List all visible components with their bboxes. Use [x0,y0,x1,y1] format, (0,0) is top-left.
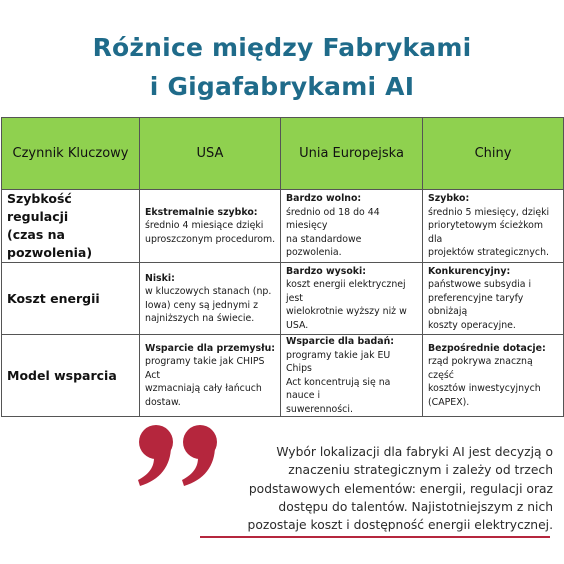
cell-usa-support [140,335,281,417]
cell-line: USA. [286,319,309,331]
title-line-2: i Gigafabrykami AI [149,72,415,101]
table-row-energy [2,263,564,335]
cell-line: najniższych na świecie. [145,313,255,324]
cell-china-support [423,335,564,417]
cell-line: na standardowe pozwolenia. [286,233,362,259]
title-line-1: Różnice między Fabrykami [92,33,472,62]
row-label-line: Model wsparcia [7,367,117,383]
table-row-regulation [2,190,564,263]
header-china: Chiny [423,118,564,190]
cell-eu-support [281,335,423,417]
cell-title: Bezpośrednie dotacje: [428,342,546,354]
cell-line: (CAPEX). [428,396,470,408]
cell-line: programy takie jak CHIPS Act [145,356,265,381]
row-label-regulation [2,190,140,263]
quote-line: znaczeniu strategicznym i zależy od trzech [288,463,553,478]
cell-line: wzmacniają cały łańcuch [145,383,262,395]
cell-title: Wsparcie dla przemysłu: [145,342,276,354]
cell-title: Bardzo wolno: [286,193,362,205]
cell-title: Ekstremalnie szybko: [145,206,258,218]
quote-line: podstawowych elementów: energii, regulacji oraz [248,481,553,496]
cell-line: suwerenności. [286,403,353,415]
cell-line: koszt energii elektrycznej jest [286,279,406,304]
quote-line: pozostaje koszt i dostępność energii elektrycznej. [247,518,553,533]
cell-usa-regulation [140,190,281,263]
comparison-table [1,117,564,417]
row-label-line: (czas na pozwolenia) [7,227,93,260]
cell-line: uproszczonym procedurom. [145,233,276,245]
cell-line: projektów strategicznych. [428,247,549,259]
cell-eu-regulation [281,190,423,263]
cell-title: Niski: [145,272,175,284]
row-label-line: Koszt energii [7,290,100,306]
cell-eu-energy [281,263,423,335]
cell-line: Act koncentrują się na nauce i [286,376,391,401]
header-factor: Czynnik Kluczowy [2,118,140,190]
quote-line: dostępu do talentów. Najistotniejszym z nich [278,499,553,514]
cell-line: programy takie jak EU Chips [286,349,391,374]
cell-line: koszty operacyjne. [428,319,516,331]
table-row-support [2,335,564,417]
cell-line: średnio od 18 do 44 miesięcy [286,206,380,232]
cell-title: Szybko: [428,193,470,205]
header-eu: Unia Europejska [281,118,423,190]
cell-line: kosztów inwestycyjnych [428,383,541,395]
header-usa: USA [140,118,281,190]
quotation-mark-icon [136,420,226,488]
cell-line: wielokrotnie wyższy niż w [286,306,407,318]
page-title [0,28,564,106]
cell-line: w kluczowych stanach (np. [145,286,272,297]
cell-line: średnio 4 miesiące dzięki [145,220,264,232]
cell-title: Bardzo wysoki: [286,265,366,277]
row-label-energy [2,263,140,335]
cell-line: rząd pokrywa znaczną część [428,356,533,381]
cell-line: priorytetowym ścieżkom dla [428,220,544,245]
cell-usa-energy [140,263,281,335]
cell-china-energy [423,263,564,335]
quote-text [229,443,553,534]
cell-line: średnio 5 miesięcy, dzięki [428,206,550,218]
cell-line: Iowa) ceny są jednymi z [145,299,259,311]
row-label-support [2,335,140,417]
cell-line: państwowe subsydia i [428,279,532,291]
cell-line: preferencyjne taryfy obniżają [428,292,524,318]
quote-line: Wybór lokalizacji dla fabryki AI jest decyzją o [276,445,553,459]
cell-line: dostaw. [145,396,181,408]
cell-title: Konkurencyjny: [428,265,511,277]
cell-china-regulation [423,190,564,263]
quote-divider [200,536,550,538]
cell-title: Wsparcie dla badań: [286,336,394,347]
table-header-row [2,118,564,190]
row-label-line: Szybkość regulacji [7,191,72,224]
